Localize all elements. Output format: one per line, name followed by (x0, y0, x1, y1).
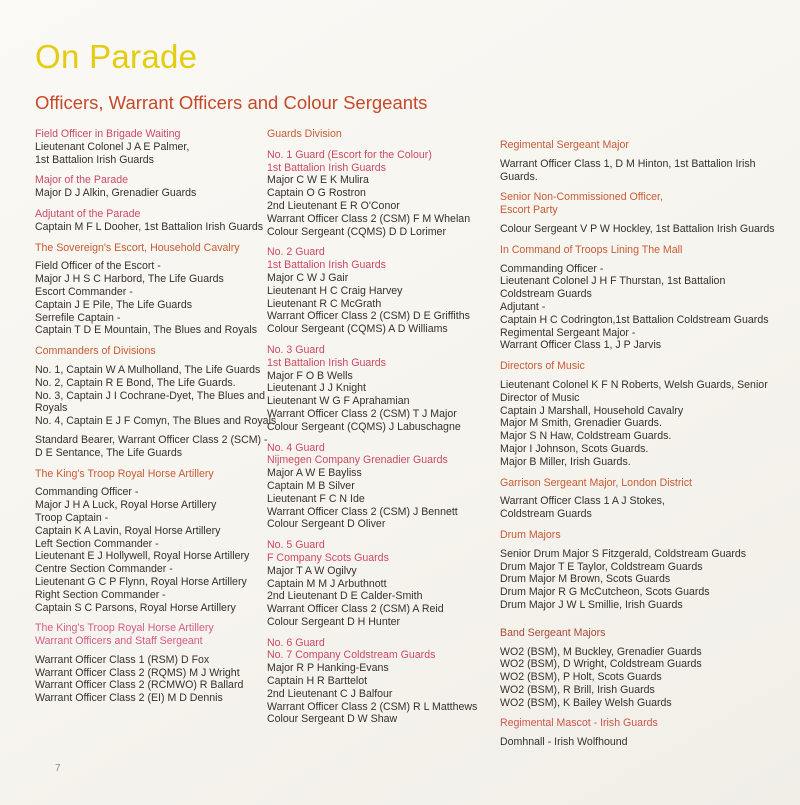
roster-block (500, 158, 788, 184)
roster-line: Lieutenant Colonel K F N Roberts, Welsh Guards, Senior (500, 378, 768, 391)
roster-block (267, 272, 497, 336)
roster-block (267, 174, 497, 238)
roster-line: Regimental Sergeant Major - (500, 326, 636, 339)
roster-section (35, 128, 265, 166)
roster-line: No. 1, Captain W A Mulholland, The Life Guards (35, 363, 261, 376)
section-heading (500, 191, 788, 217)
roster-line: Major J H A Luck, Royal Horse Artillery (35, 499, 217, 512)
roster-line: Warrant Officer Class 1 A J Stokes, (500, 495, 665, 508)
roster-block (35, 486, 265, 614)
section-heading-line: Regimental Sergeant Major (500, 139, 629, 151)
roster-line: No. 3, Captain J I Cochrane-Dyet, The Blues and (35, 389, 266, 402)
roster-line: No. 4, Captain E J F Comyn, The Blues and Royals (35, 415, 277, 428)
roster-line: Colour Sergeant (CQMS) J Labuschagne (267, 420, 461, 433)
section-heading (267, 442, 497, 468)
page-subtitle: Officers, Warrant Officers and Colour Sergeants (35, 92, 428, 113)
roster-line: Warrant Officer Class 1, D M Hinton, 1st Battalion Irish (500, 157, 756, 170)
roster-line: 2nd Lieutenant D E Calder-Smith (267, 590, 423, 603)
roster-line: Major T A W Ogilvy (267, 564, 357, 577)
roster-line: Director of Music (500, 391, 580, 404)
roster-line: No. 2, Captain R E Bond, The Life Guards. (35, 376, 236, 389)
roster-line: Major I Johnson, Scots Guards. (500, 442, 649, 455)
roster-line: D E Sentance, The Life Guards (35, 446, 183, 459)
section-heading-line: No. 4 Guard (267, 441, 325, 454)
roster-line: Captain T D E Mountain, The Blues and Royals (35, 324, 258, 337)
section-heading (500, 717, 788, 730)
roster-line: WO2 (BSM), R Brill, Irish Guards (500, 683, 655, 696)
roster-line: WO2 (BSM), K Bailey Welsh Guards (500, 696, 672, 709)
roster-section (267, 128, 497, 141)
roster-line: WO2 (BSM), D Wright, Coldstream Guards (500, 658, 702, 671)
section-heading (35, 622, 265, 648)
roster-line: Centre Section Commander - (35, 563, 173, 576)
section-heading (267, 246, 497, 272)
roster-section (500, 477, 788, 521)
roster-line: Standard Bearer, Warrant Officer Class 2 (SCM) - (35, 433, 268, 446)
roster-line: Warrant Officer Class 2 (CSM) T J Major (267, 407, 457, 420)
roster-line: Warrant Officer Class 2 (CSM) R L Matthews (267, 700, 478, 713)
roster-section (500, 139, 788, 183)
roster-line: Left Section Commander - (35, 537, 159, 550)
roster-section (267, 539, 497, 629)
section-heading-line: F Company Scots Guards (267, 551, 389, 564)
section-heading-line: Adjutant of the Parade (35, 207, 141, 220)
section-heading-line: Regimental Mascot - Irish Guards (500, 717, 658, 730)
roster-block (35, 433, 268, 460)
roster-line: Captain J E Pile, The Life Guards (35, 298, 193, 311)
roster-block (35, 221, 265, 234)
roster-line: Warrant Officer Class 2 (CSM) J Bennett (267, 505, 458, 518)
roster-section (500, 529, 788, 612)
section-heading-line: No. 1 Guard (Escort for the Colour) (267, 148, 432, 161)
section-heading-line: No. 2 Guard (267, 246, 325, 259)
roster-line: 2nd Lieutenant E R O'Conor (267, 199, 400, 212)
section-heading-line: The King's Troop Royal Horse Artillery (35, 467, 214, 480)
roster-section (500, 244, 788, 352)
roster-line: Lieutenant J J Knight (267, 382, 366, 395)
page-number: 7 (55, 763, 61, 774)
roster-line: Colour Sergeant D W Shaw (267, 713, 398, 726)
section-heading-line: No. 6 Guard (267, 636, 325, 649)
roster-section (500, 627, 788, 710)
roster-section (35, 174, 265, 200)
roster-block (35, 141, 265, 167)
roster-line: Lieutenant Colonel J A E Palmer, (35, 140, 190, 153)
section-heading-line: No. 5 Guard (267, 539, 325, 552)
section-heading-line: 1st Battalion Irish Guards (267, 356, 386, 369)
roster-block (35, 260, 265, 337)
section-heading-line: Major of the Parade (35, 174, 129, 187)
roster-block (267, 662, 497, 726)
roster-block (500, 379, 788, 469)
roster-line: Major A W E Bayliss (267, 467, 362, 480)
section-heading-line: Warrant Officers and Staff Sergeant (35, 635, 203, 648)
roster-line: WO2 (BSM), P Holt, Scots Guards (500, 671, 662, 684)
section-heading (35, 345, 265, 358)
roster-block (35, 187, 265, 200)
roster-line: Lieutenant H C Craig Harvey (267, 284, 403, 297)
roster-section (267, 246, 497, 336)
roster-line: Guards. (500, 170, 538, 183)
roster-section (500, 191, 788, 235)
roster-line: Warrant Officer Class 2 (EI) M D Dennis (35, 692, 223, 705)
section-heading (35, 174, 265, 187)
roster-line: Lieutenant W G F Aprahamian (267, 395, 410, 408)
roster-line: Warrant Officer Class 2 (CSM) F M Whelan (267, 212, 471, 225)
roster-line: Captain K A Lavin, Royal Horse Artillery (35, 524, 221, 537)
section-heading (500, 477, 788, 490)
section-heading (35, 128, 265, 141)
roster-line: Drum Major M Brown, Scots Guards (500, 573, 671, 586)
roster-line: Captain J Marshall, Household Cavalry (500, 404, 684, 417)
roster-line: Field Officer of the Escort - (35, 260, 161, 273)
roster-line: Captain S C Parsons, Royal Horse Artillery (35, 601, 236, 614)
section-heading-line: Garrison Sergeant Major, London District (500, 476, 692, 489)
column-right (500, 139, 788, 757)
column-middle (267, 128, 497, 734)
roster-line: Warrant Officer Class 2 (CSM) A Reid (267, 603, 444, 616)
roster-line: Lieutenant R C McGrath (267, 297, 382, 310)
roster-line: Captain O G Rostron (267, 187, 366, 200)
roster-line: Senior Drum Major S Fitzgerald, Coldstream Guards (500, 547, 747, 560)
roster-line: 2nd Lieutenant C J Balfour (267, 687, 393, 700)
roster-line: Major R P Hanking-Evans (267, 662, 389, 675)
section-heading-line: 1st Battalion Irish Guards (267, 259, 386, 272)
roster-line: Major B Miller, Irish Guards. (500, 455, 631, 468)
roster-line: Adjutant - (500, 300, 546, 313)
roster-line: Lieutenant E J Hollywell, Royal Horse Artillery (35, 550, 250, 563)
roster-line: Major S N Haw, Coldstream Guards. (500, 430, 672, 443)
roster-line: Major C W E K Mulira (267, 174, 369, 187)
section-heading-line: No. 3 Guard (267, 343, 325, 356)
section-heading (35, 468, 265, 481)
section-heading-line: Senior Non-Commissioned Officer, (500, 191, 663, 204)
section-heading (267, 637, 497, 663)
roster-line: Captain M M J Arbuthnott (267, 577, 387, 590)
roster-block (35, 654, 265, 705)
roster-line: Captain H C Codrington,1st Battalion Coldstream Guards (500, 313, 769, 326)
roster-line: Domhnall - Irish Wolfhound (500, 736, 628, 749)
roster-section (267, 149, 497, 239)
column-left (35, 128, 277, 713)
section-heading-line: Guards Division (267, 128, 342, 140)
section-heading (267, 128, 497, 141)
roster-line: Colour Sergeant D Oliver (267, 518, 386, 531)
roster-line: Major J H S C Harbord, The Life Guards (35, 273, 224, 286)
page-title: On Parade (35, 38, 198, 75)
section-heading-line: Band Sergeant Majors (500, 626, 606, 639)
roster-line: Major F O B Wells (267, 369, 353, 382)
roster-block (267, 467, 497, 531)
roster-line: Royals (35, 402, 68, 415)
roster-block (35, 363, 277, 428)
roster-block (500, 548, 788, 612)
section-heading-line: Drum Majors (500, 528, 561, 541)
roster-line: Coldstream Guards (500, 288, 592, 301)
roster-line: Escort Commander - (35, 285, 133, 298)
roster-section (267, 442, 497, 532)
roster-line: Warrant Officer Class 1, J P Jarvis (500, 339, 662, 352)
roster-section (35, 622, 265, 705)
roster-section (35, 242, 265, 338)
section-heading (267, 539, 497, 565)
roster-line: Major M Smith, Grenadier Guards. (500, 417, 662, 430)
roster-block (267, 370, 497, 434)
roster-line: Major C W J Gair (267, 271, 349, 284)
section-heading-line: Escort Party (500, 204, 558, 217)
roster-line: WO2 (BSM), M Buckley, Grenadier Guards (500, 645, 702, 658)
roster-line: Captain H R Barttelot (267, 675, 368, 688)
section-heading (500, 244, 788, 257)
roster-line: Captain M B Silver (267, 479, 355, 492)
roster-block (500, 646, 788, 710)
roster-line: Serrefile Captain - (35, 311, 121, 324)
roster-block (500, 263, 788, 353)
section-heading-line: 1st Battalion Irish Guards (267, 161, 386, 174)
roster-line: Lieutenant Colonel J H F Thurstan, 1st Battalion (500, 275, 726, 288)
roster-line: Captain M F L Dooher, 1st Battalion Irish Guards (35, 220, 264, 233)
roster-line: Drum Major R G McCutcheon, Scots Guards (500, 586, 710, 599)
roster-section (35, 208, 265, 234)
roster-line: Lieutenant F C N Ide (267, 492, 365, 505)
section-heading (500, 529, 788, 542)
roster-line: Right Section Commander - (35, 588, 166, 601)
section-heading-line: The Sovereign's Escort, Household Cavalry (35, 241, 240, 254)
section-heading (500, 139, 788, 152)
roster-line: Warrant Officer Class 2 (RQMS) M J Wright (35, 666, 240, 679)
roster-line: Major D J Alkin, Grenadier Guards (35, 187, 197, 200)
section-heading-line: Nijmegen Company Grenadier Guards (267, 454, 448, 467)
roster-block (500, 495, 788, 521)
roster-block (500, 223, 788, 236)
roster-line: Colour Sergeant (CQMS) D D Lorimer (267, 225, 446, 238)
roster-line: Coldstream Guards (500, 508, 592, 521)
section-heading (267, 344, 497, 370)
roster-block (500, 736, 788, 749)
roster-block (267, 565, 497, 629)
roster-line: Drum Major T E Taylor, Coldstream Guards (500, 560, 703, 573)
roster-section (267, 344, 497, 434)
roster-line: Colour Sergeant (CQMS) A D Williams (267, 323, 448, 336)
roster-section (35, 468, 265, 615)
roster-line: Drum Major J W L Smillie, Irish Guards (500, 598, 683, 611)
section-heading-line: The King's Troop Royal Horse Artillery (35, 622, 214, 635)
roster-line: Commanding Officer - (35, 486, 139, 499)
section-heading-line: Directors of Music (500, 360, 585, 373)
roster-line: Warrant Officer Class 1 (RSM) D Fox (35, 653, 210, 666)
roster-line: Commanding Officer - (500, 262, 604, 275)
roster-line: Warrant Officer Class 2 (CSM) D E Griffiths (267, 310, 470, 323)
roster-line: Troop Captain - (35, 511, 109, 524)
section-heading-line: Field Officer in Brigade Waiting (35, 128, 181, 140)
roster-section (267, 637, 497, 727)
section-heading (35, 208, 265, 221)
section-heading-line: No. 7 Company Coldstream Guards (267, 649, 436, 662)
roster-section (500, 360, 788, 468)
roster-line: Colour Sergeant V P W Hockley, 1st Battalion Irish Guards (500, 222, 775, 235)
section-heading-line: Commanders of Divisions (35, 345, 156, 358)
roster-line: Lieutenant G C P Flynn, Royal Horse Artillery (35, 575, 247, 588)
section-heading (500, 627, 788, 640)
section-heading-line: In Command of Troops Lining The Mall (500, 243, 683, 256)
roster-line: Warrant Officer Class 2 (RCMWO) R Ballard (35, 679, 244, 692)
roster-section (500, 717, 788, 749)
section-heading (500, 360, 788, 373)
roster-line: 1st Battalion Irish Guards (35, 153, 154, 166)
roster-line: Colour Sergeant D H Hunter (267, 615, 401, 628)
section-heading (267, 149, 497, 175)
roster-section (35, 345, 277, 459)
section-heading (35, 242, 265, 255)
